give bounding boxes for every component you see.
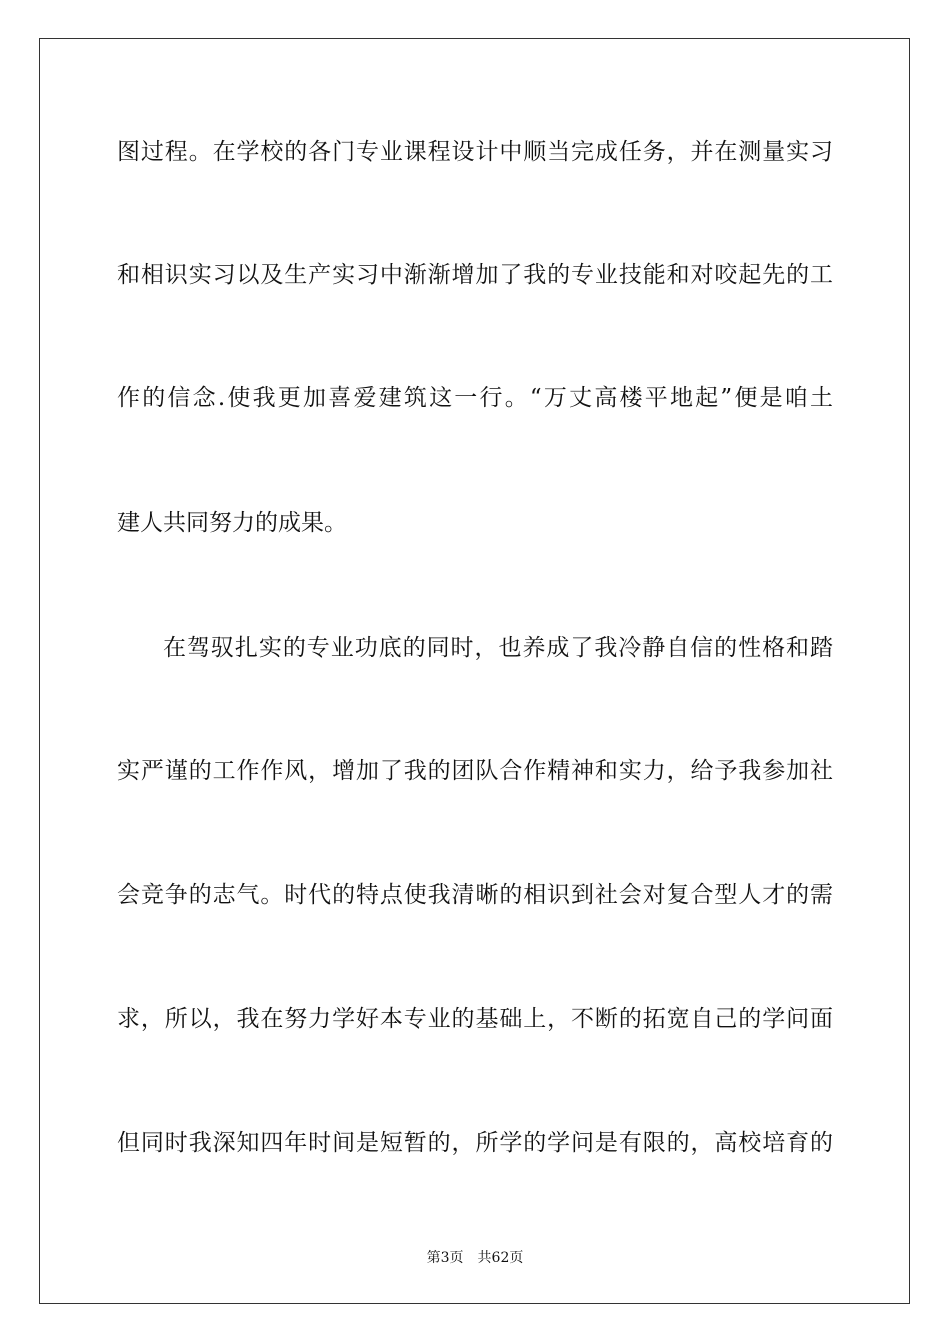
page-footer [0,1249,950,1267]
text-line: 实严谨的工作作风，增加了我的团队合作精神和实力，给予我参加社 [117,758,833,784]
text-line: 求，所以，我在努力学好本专业的基础上，不断的拓宽自己的学问面 [117,1006,833,1032]
text-line: 但同时我深知四年时间是短暂的，所学的学问是有限的，高校培育的 [117,1130,833,1156]
page-number: 第3页 [426,1250,464,1266]
text-line: 会竞争的志气。时代的特点使我清晰的相识到社会对复合型人才的需 [117,882,833,908]
page-border [39,38,910,1304]
text-line: 图过程。在学校的各门专业课程设计中顺当完成任务，并在测量实习 [117,139,833,165]
page-total: 共62页 [477,1250,524,1266]
text-line: 作的信念.使我更加喜爱建筑这一行。“万丈高楼平地起”便是咱土 [117,385,833,411]
text-line: 在驾驭扎实的专业功底的同时，也养成了我冷静自信的性格和踏 [163,635,833,661]
text-line: 建人共同努力的成果。 [117,510,347,536]
text-line: 和相识实习以及生产实习中渐渐增加了我的专业技能和对咬起先的工 [117,262,833,288]
